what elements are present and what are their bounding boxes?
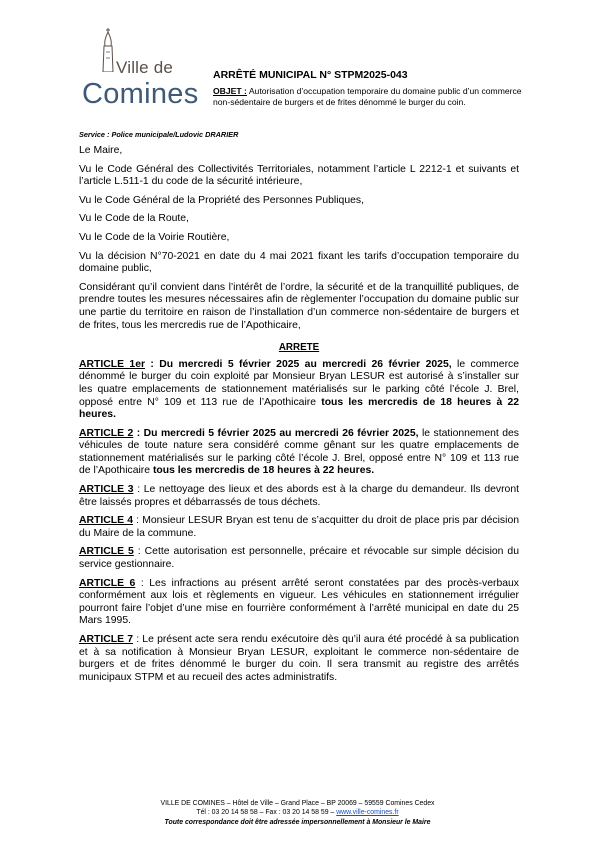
- document-header: [213, 69, 525, 108]
- article-5-label: ARTICLE 5: [79, 546, 134, 558]
- vu-cgppp: Vu le Code Général de la Propriété des Personnes Publiques,: [79, 194, 364, 206]
- document-body: [79, 145, 519, 690]
- arrete-title: ARRÊTÉ MUNICIPAL N° STPM2025-043: [213, 69, 408, 81]
- vu-decision: Vu la décision N°70-2021 en date du 4 mai 2021 fixant les tarifs d’occupation temporaire du domaine public,: [79, 250, 519, 275]
- vu-code-route: Vu le Code de la Route,: [79, 213, 189, 225]
- article-2: ARTICLE 2 : Du mercredi 5 février 2025 au mercredi 26 février 2025, le stationnement des véhicules de toute nature sera considéré comme gênant sur les quatre emplacements de stationnement matérialisés sur le parking côté l’école J. Brel, opposé entre N° 109 et 113 rue de l’Apothicaire tous les mercredis de 18 heures à 22 heures.: [79, 427, 519, 477]
- article-5: ARTICLE 5 : Cette autorisation est personnelle, précaire et révocable sur simple décision du service gestionnaire.: [79, 546, 519, 571]
- considerant: Considérant qu’il convient dans l’intérêt de l’ordre, la sécurité et de la tranquillité publiques, de prendre toutes les mesures nécessaires afin de règlementer l’occupation du domaine public sur une partie du territoire en raison de l’installation d’un commerce non-sédentaire de burgers et de frites, tous les mercredis rue de l’Apothicaire,: [79, 281, 519, 331]
- article-4-label: ARTICLE 4: [79, 515, 133, 527]
- objet-text: Autorisation d’occupation temporaire du domaine public d’un commerce non-sédentaire de burgers et de frites dénommé le burger du coin.: [213, 86, 522, 107]
- objet-label: OBJET :: [213, 86, 247, 96]
- article-7: ARTICLE 7 : Le présent acte sera rendu exécutoire dès qu’il aura été procédé à sa publication et à sa notification à Monsieur Bryan LESUR, exploitant le commerce non-sédentaire de burgers et de frites dénommé le burger du coin. Il sera transmit au registre des arrêtés municipaux STPM et au recueil des actes administratifs.: [79, 634, 519, 683]
- vu-cgct: Vu le Code Général des Collectivités Territoriales, notamment l’article L 2212-1 et suivants et l’article L.511-1 du code de la sécurité intérieure,: [79, 163, 519, 188]
- logo-ville-text: Ville de: [116, 58, 174, 77]
- page-footer: [0, 799, 595, 827]
- maire-line: Le Maire,: [79, 145, 123, 156]
- arrete-heading: ARRETE: [278, 342, 320, 354]
- article-3-label: ARTICLE 3: [79, 484, 134, 496]
- ville-de-comines-logo: [80, 28, 199, 110]
- article-7-label: ARTICLE 7: [79, 634, 134, 645]
- footer-contact: Tél : 03 20 14 58 58 – Fax : 03 20 14 58 59 – www.ville-comines.fr: [196, 809, 399, 817]
- footer-address: VILLE DE COMINES – Hôtel de Ville – Grand Place – BP 20069 – 59559 Comines Cedex: [160, 800, 435, 807]
- logo-comines-text: Comines: [82, 78, 199, 110]
- article-6-label: ARTICLE 6: [79, 577, 136, 589]
- service-line: Service : Police municipale/Ludovic DRARIER: [79, 130, 239, 139]
- article-4: ARTICLE 4 : Monsieur LESUR Bryan est tenu de s’acquitter du droit de place pris par décision du Maire de la commune.: [79, 515, 519, 539]
- article-2-label: ARTICLE 2: [79, 427, 134, 439]
- article-1: ARTICLE 1er : Du mercredi 5 février 2025 au mercredi 26 février 2025, le commerce dénommé le burger du coin exploité par Monsieur Bryan LESUR est autorisé à s’installer sur les quatre emplacements de stationnement matérialisés sur le parking côté l’école J. Brel, opposé entre N° 109 et 113 rue de l’Apothicaire tous les mercredis de 18 heures à 22 heures.: [79, 358, 520, 421]
- objet-paragraph: [213, 86, 525, 108]
- article-6: ARTICLE 6 : Les infractions au présent arrêté seront constatées par des procès-verbaux conformément aux lois et règlements en vigueur. Les véhicules en stationnement irrégulier pourront faire l’objet d’une mise en fourrière conformément à l’arrêté municipal en date du 25 Mars 1995.: [79, 577, 519, 627]
- article-1-label: ARTICLE 1er: [79, 358, 146, 370]
- vu-code-voirie: Vu le Code de la Voirie Routière,: [79, 231, 230, 243]
- website-link[interactable]: www.ville-comines.fr: [336, 809, 399, 817]
- footer-note: Toute correspondance doit être adressée impersonnellement à Monsieur le Maire: [164, 818, 431, 826]
- article-3: ARTICLE 3 : Le nettoyage des lieux et des abords est à la charge du demandeur. Ils devront être laissés propres et débarrassés de tous déchets.: [79, 484, 519, 508]
